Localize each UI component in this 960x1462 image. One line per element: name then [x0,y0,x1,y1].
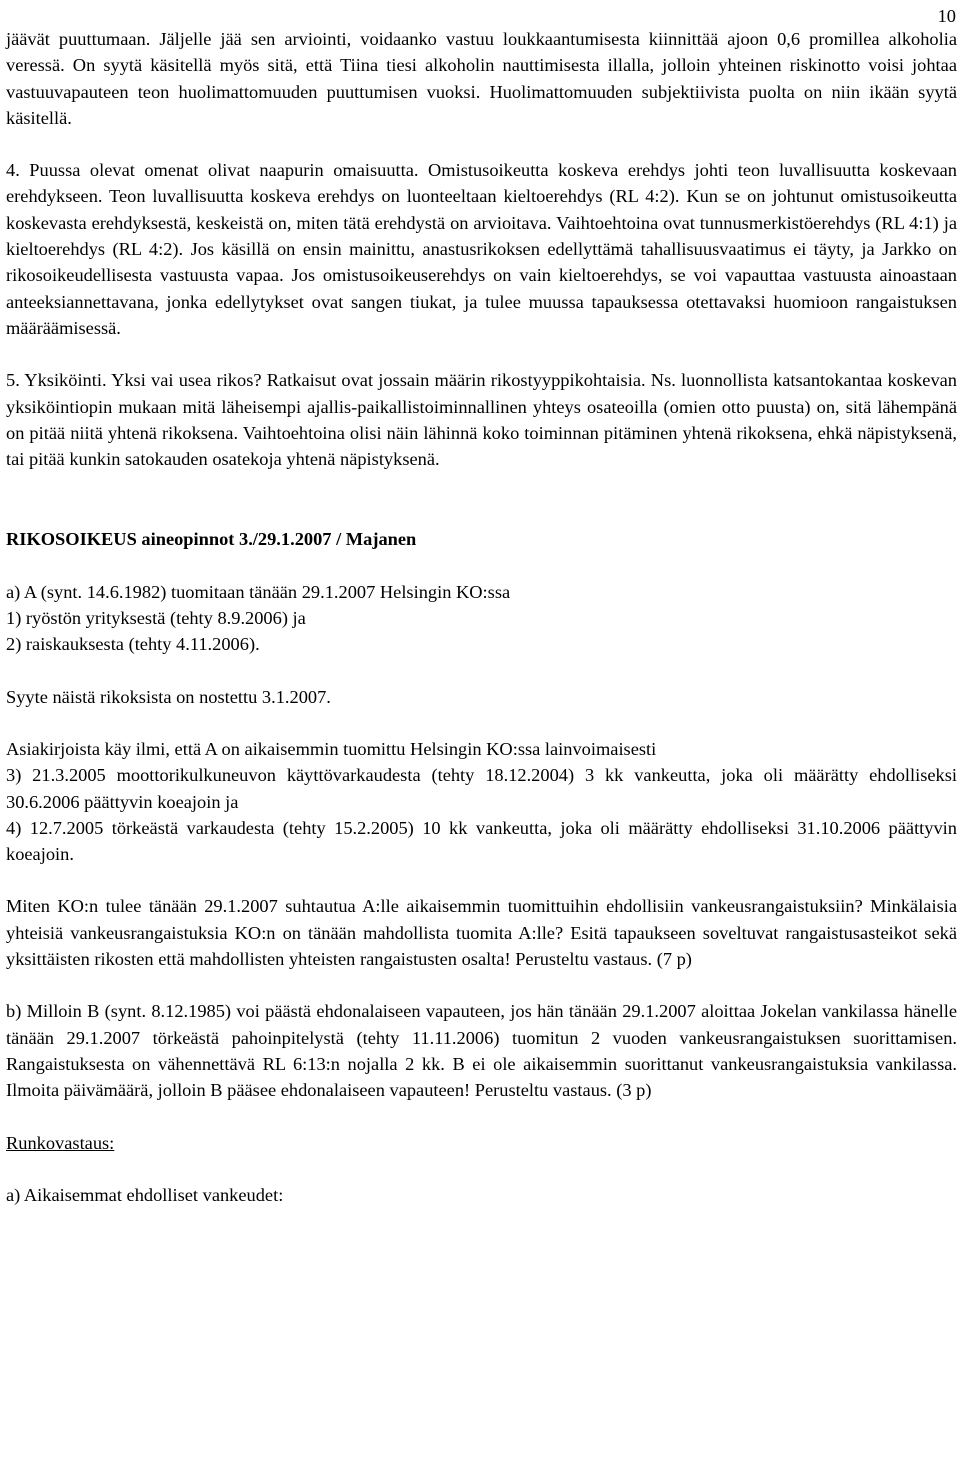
case-a-line: 2) raiskauksesta (tehty 4.11.2006). [6,634,260,655]
answer-subheading: a) Aikaisemmat ehdolliset vankeudet: [6,1184,284,1205]
question-a: Miten KO:n tulee tänään 29.1.2007 suhtautua A:lle aikaisemmin tuomittuihin ehdollisiin vankeusrangaistuksiin? Minkälaisia yhteisiä vankeusrangaistuksia KO:n on tänään mahdollista tuomita A:lle? Esitä tapaukseen soveltuvat rangaistusasteikot sekä yksittäisten rikosten että mahdollisten yhteisten rangaistusten osalta! Perusteltu vastaus. (7 p) [6,896,957,970]
question-b: b) Milloin B (synt. 8.12.1985) voi päästä ehdonalaiseen vapauteen, jos hän tänään 29.1.2007 aloittaa Jokelan vankilassa hänelle tänään 29.1.2007 törkeästä pahoinpitelystä (tehty 11.11.2006) tuomitun 2 vuoden vankeusrangaistuksen suorittamisen. Rangaistuksesta on vähennettävä RL 6:13:n nojalla 2 kk. B ei ole aikaisemmin suorittanut vankeusrangaistuksia vankilassa. Ilmoita päivämäärä, jolloin B pääsee ehdonalaiseen vapauteen! Perusteltu vastaus. (3 p) [6,1001,957,1101]
answer-label: Runkovastaus: [6,1132,115,1153]
charges-line: Syyte näistä rikoksista on nostettu 3.1.2007. [6,686,331,707]
record-item: 4) 12.7.2005 törkeästä varkaudesta (tehty 15.2.2005) 10 kk vankeutta, joka oli määrätty ehdolliseksi 31.10.2006 päättyvin koeajoin. [6,817,957,865]
exam-heading: RIKOSOIKEUS aineopinnot 3./29.1.2007 / Majanen [6,529,417,550]
record-item: 3) 21.3.2005 moottorikulkuneuvon käyttövarkaudesta (tehty 18.12.2004) 3 kk vankeutta, joka oli määrätty ehdolliseksi 30.6.2006 päättyvin koeajoin ja [6,765,957,812]
case-a-block [6,579,957,658]
paragraph-point-5: 5. Yksiköinti. Yksi vai usea rikos? Ratkaisut ovat jossain määrin rikostyyppikohtaisia. Ns. luonnollista katsantokantaa koskevan yksiköintiopin mukaan mitä läheisempi ajallis-paikallistoiminnallinen yhteys osateoilla (omien otto puusta) on, sitä lähempänä on pitää niitä yhtenä rikoksena. Vaihtoehtoina olisi näin lähinnä koko toiminnan pitäminen yhtenä rikoksena, ehkä näpistyksenä, tai pitää kunkin satokauden osatekoja yhtenä näpistyksenä. [6,370,957,470]
paragraph-continuation: jäävät puuttumaan. Jäljelle jää sen arviointi, voidaanko vastuu loukkaantumisesta kiinnittää ajoon 0,6 promillea alkoholia veressä. On syytä käsitellä myös sitä, että Tiina tiesi alkoholin nauttimisesta illalla, jolloin yhteinen riskinotto voisi johtaa vastuuvapauteen teon huolimattomuuden puuttumisen vuoksi. Huolimattomuuden subjektiivista puolta on niin ikään syytä käsitellä. [6,29,957,128]
page-number: 10 [937,6,956,26]
records-intro: Asiakirjoista käy ilmi, että A on aikaisemmin tuomittu Helsingin KO:ssa lainvoimaisesti [6,738,657,759]
paragraph-point-4: 4. Puussa olevat omenat olivat naapurin omaisuutta. Omistusoikeutta koskeva erehdys johti teon luvallisuutta koskevaan erehdykseen. Teon luvallisuutta koskeva erehdys on luonteeltaan kieltoerehdys (RL 4:2). Kun se on johtunut omistusoikeutta koskevasta erehdyksestä, keskeistä on, miten tätä erehdystä on arvioitava. Vaihtoehtoina ovat tunnusmerkistöerehdys (RL 4:1) ja kieltoerehdys (RL 4:2). Jos käsillä on ensin mainittu, anastusrikoksen edellyttämä tahallisuusvaatimus ei täyty, ja Jarkko on rikosoikeudellisesta vastuusta vapaa. Jos omistusoikeuserehdys on vain kieltoerehdys, se voi vapauttaa vastuusta ainoastaan anteeksiannettavana, jonka edellytykset ovat sangen tiukat, ja tulee muussa tapauksessa otettavaksi huomioon rangaistuksen määräämisessä. [6,160,957,338]
records-block [6,736,957,867]
case-a-line: 1) ryöstön yrityksestä (tehty 8.9.2006) ja [6,608,306,629]
document-body [6,26,957,1208]
case-a-line: a) A (synt. 14.6.1982) tuomitaan tänään 29.1.2007 Helsingin KO:ssa [6,581,511,602]
